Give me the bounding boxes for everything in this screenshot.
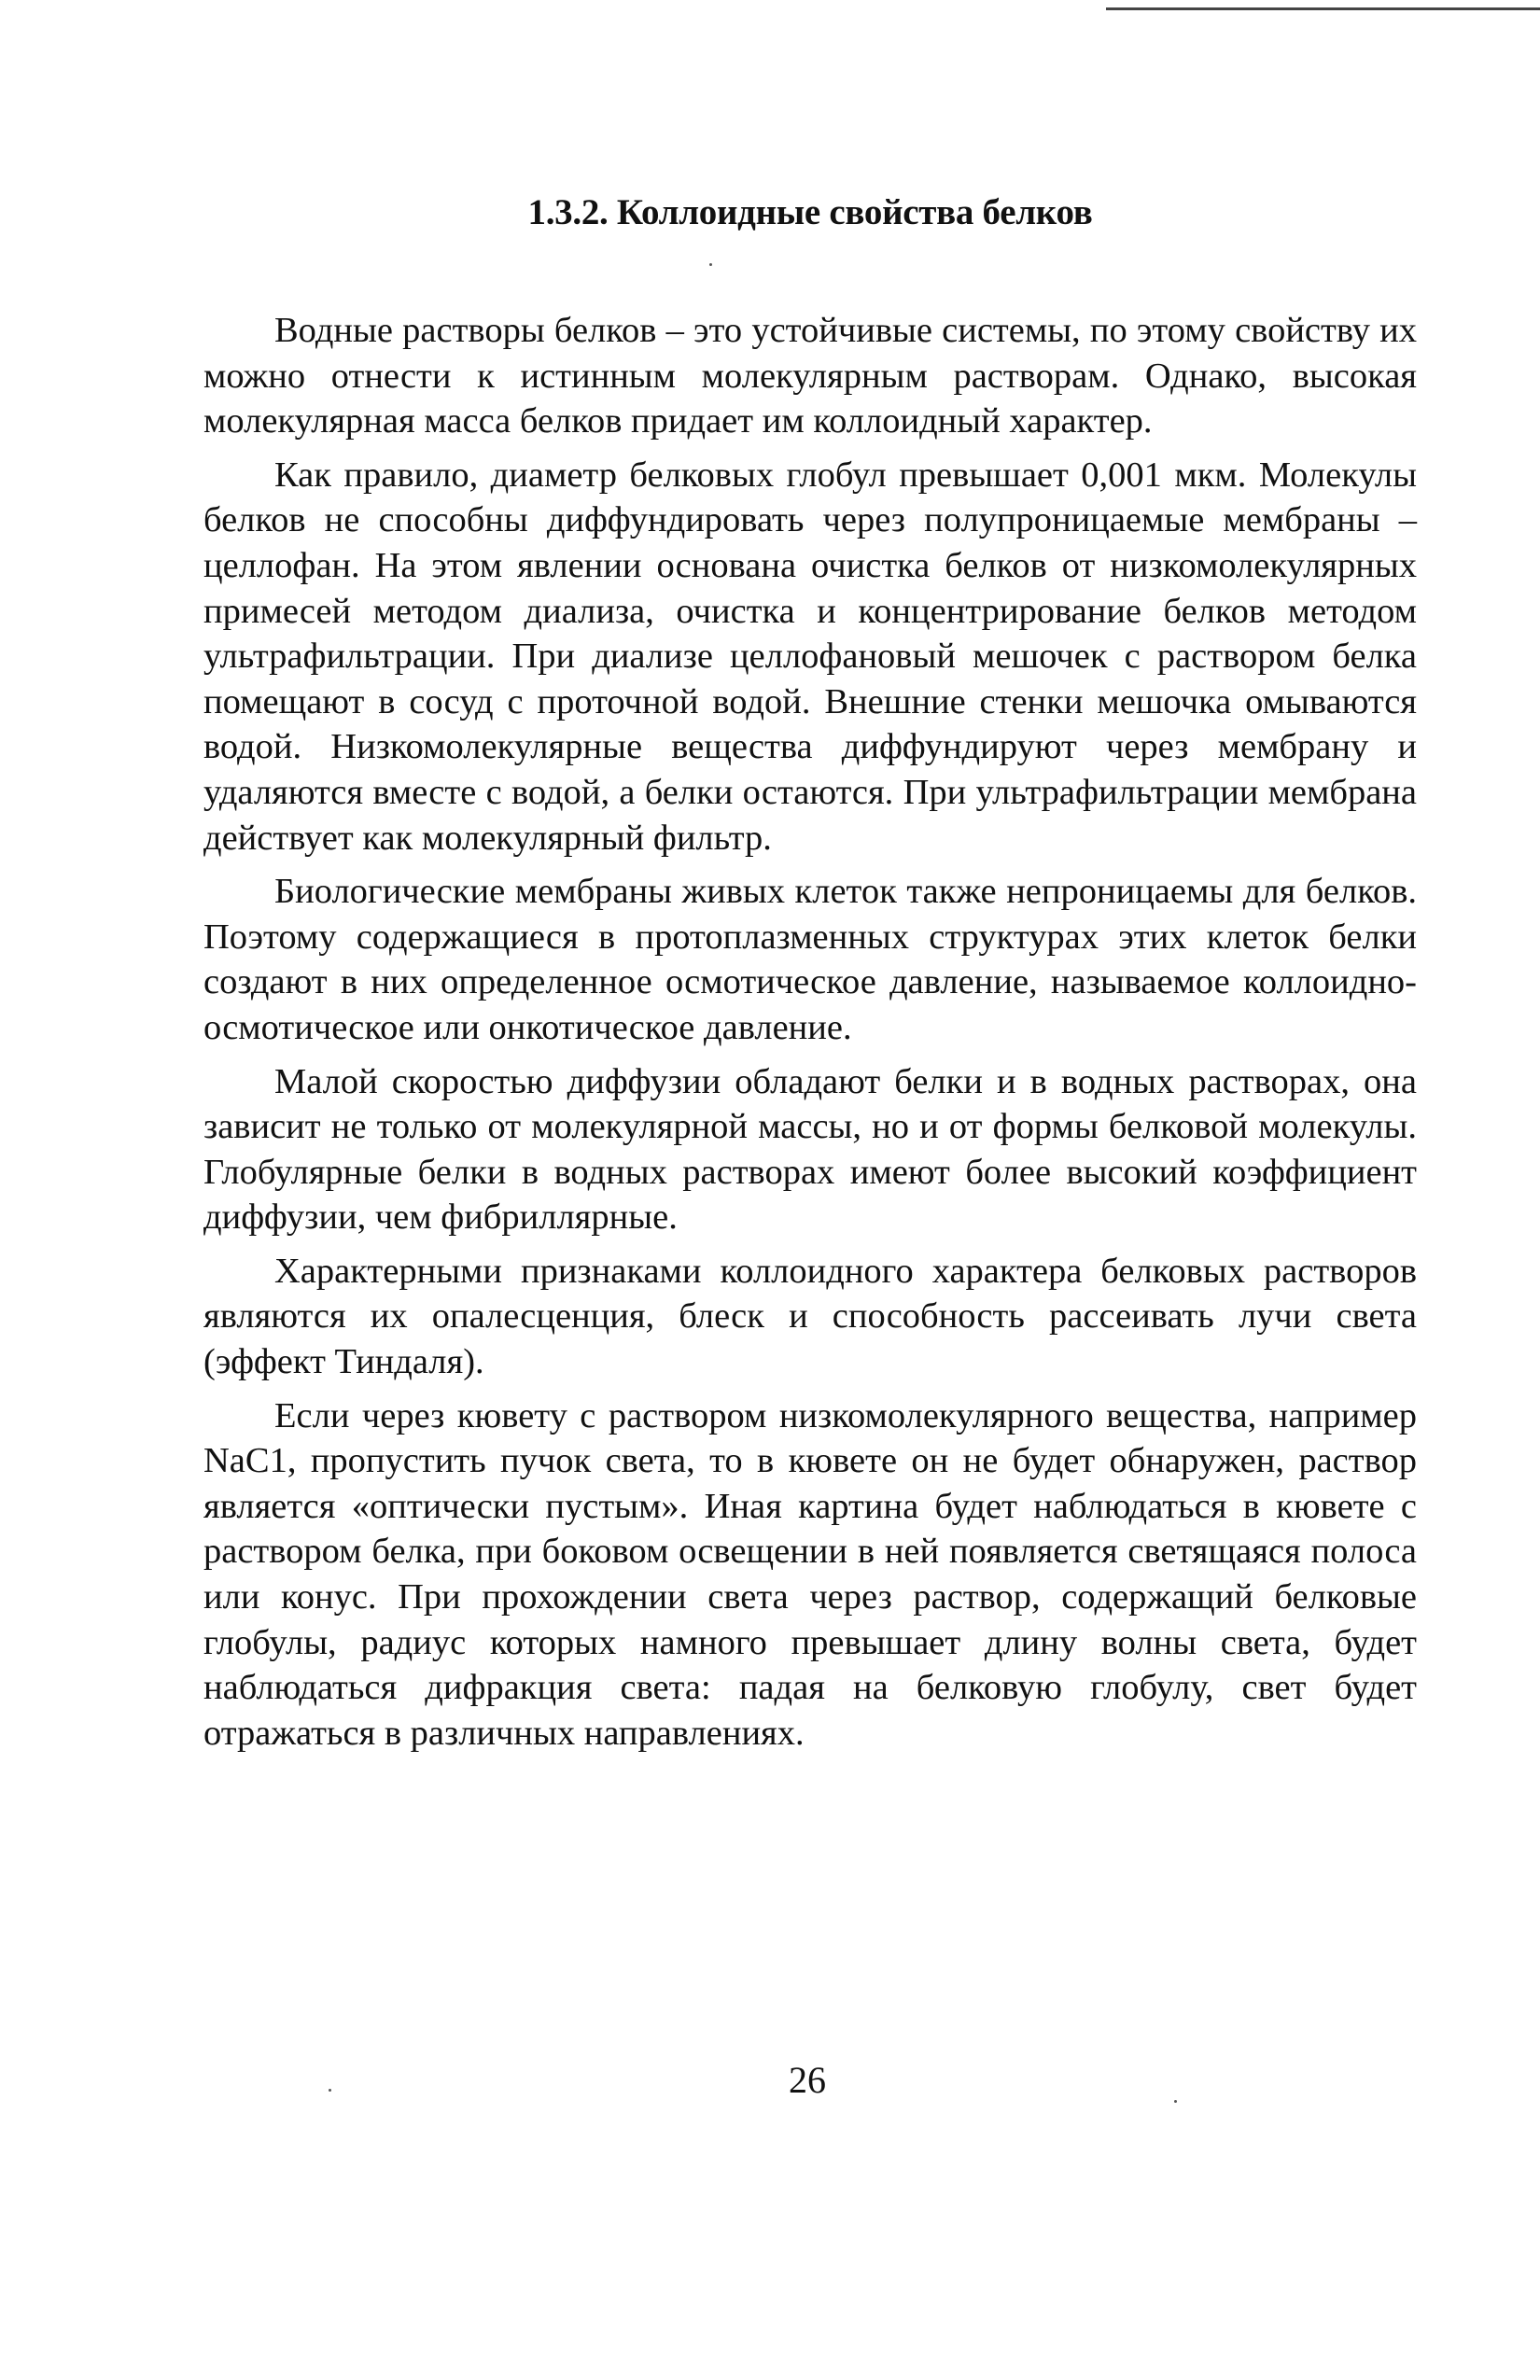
scan-speck xyxy=(329,2089,331,2092)
paragraph-1: Водные растворы белков – это устойчивые системы, по этому свойству их можно отнести к истинным молекулярным растворам. Однако, высокая молекулярная масса белков придает им коллоидный характер. xyxy=(203,311,1417,441)
page-number: 26 xyxy=(789,2059,826,2101)
section-heading: 1.3.2. Коллоидные свойства белков xyxy=(527,192,1093,232)
paragraph-3: Биологические мембраны живых клеток также непроницаемы для белков. Поэтому содержащиеся в протоплазменных структурах этих клеток белки создают в них определенное осмотическое давление, называемое коллоидно-осмотическое или онкотическое давление. xyxy=(203,872,1417,1047)
scan-speck xyxy=(1174,2100,1177,2103)
paragraph-6: Если через кювету с раствором низкомолекулярного вещества, например NaC1, пропустить пучок света, то в кювете он не будет обнаружен, раствор является «оптически пустым». Иная картина будет наблюдаться в кювете с раствором белка, при боковом освещении в ней появляется светящаяся полоса или конус. При прохождении света через раствор, содержащий белковые глобулы, радиус которых намного превышает длину волны света, будет наблюдаться дифракция света: падая на белковую глобулу, свет будет отражаться в различных направлениях. xyxy=(203,1395,1417,1753)
top-edge-rule xyxy=(1106,7,1540,10)
paragraph-2: Как правило, диаметр белковых глобул превышает 0,001 мкм. Молекулы белков не способны диффундировать через полупроницаемые мембраны – целлофан. На этом явлении основана очистка белков от низкомолекулярных примесей методом диализа, очистка и концентрирование белков методом ультрафильтрации. При диализе целлофановый мешочек с раствором белка помещают в сосуд с проточной водой. Внешние стенки мешочка омываются водой. Низкомолекулярные вещества диффундируют через мембрану и удаляются вместе с водой, а белки остаются. При ультрафильтрации мембрана действует как молекулярный фильтр. xyxy=(203,455,1417,858)
page-body xyxy=(203,191,1417,1764)
scan-speck xyxy=(709,263,712,266)
paragraph-4: Малой скоростью диффузии обладают белки и в водных растворах, она зависит не только от молекулярной массы, но и от формы белковой молекулы. Глобулярные белки в водных растворах имеют более высокий коэффициент диффузии, чем фибриллярные. xyxy=(203,1061,1417,1238)
paragraph-5: Характерными признаками коллоидного характера белковых растворов являются их опалесценция, блеск и способность рассеивать лучи света (эффект Тиндаля). xyxy=(203,1251,1417,1382)
